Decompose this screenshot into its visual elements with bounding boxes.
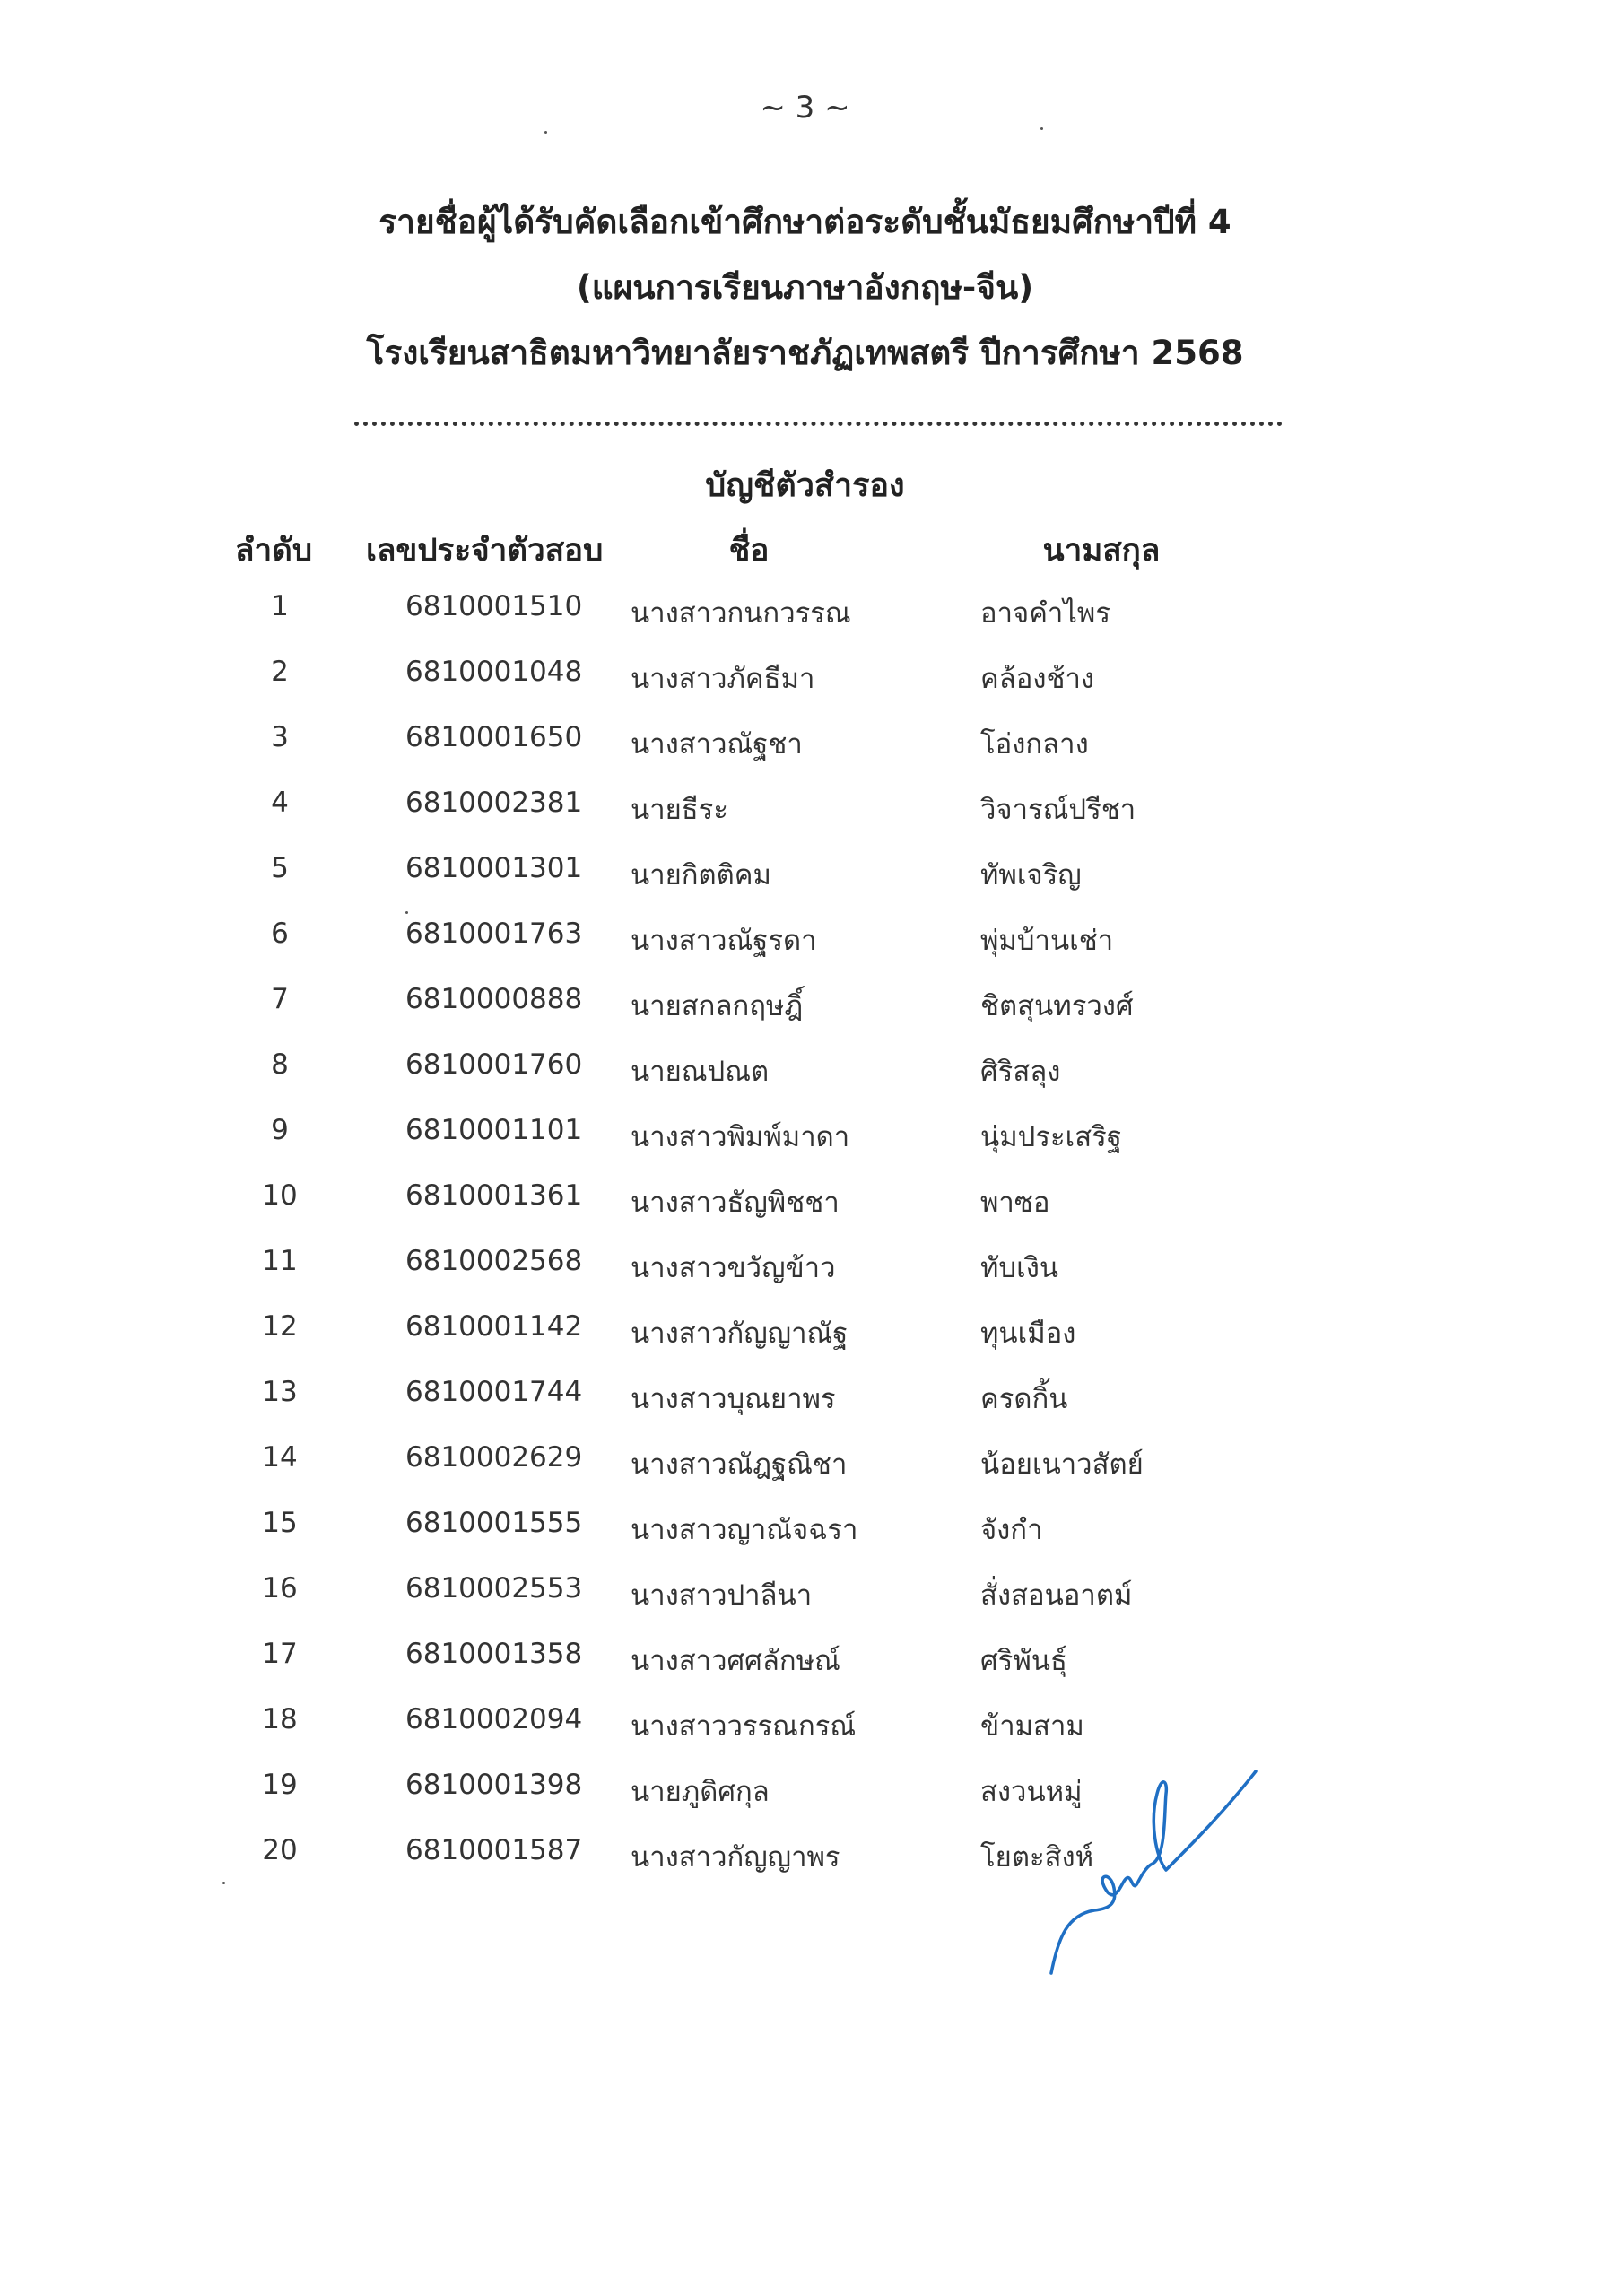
first-name: นายกิตติคม [631, 859, 771, 891]
last-name: ครดกิ้น [980, 1383, 1068, 1415]
document-title-line-3: โรงเรียนสาธิตมหาวิทยาลัยราชภัฏเทพสตรี ปีการศึกษา 2568 [366, 334, 1244, 372]
row-number: 1 [271, 590, 289, 622]
exam-id: 6810002568 [405, 1245, 583, 1277]
last-name: พุ่มบ้านเช่า [980, 925, 1114, 957]
list-title: บัญชีตัวสำรอง [705, 467, 905, 504]
column-header-last-name: นามสกุล [1042, 533, 1161, 569]
last-name: ศิริสลุง [980, 1056, 1061, 1088]
first-name: นายณปณต [631, 1056, 770, 1088]
document-title-line-2: (แผนการเรียนภาษาอังกฤษ-จีน) [576, 268, 1034, 307]
exam-id: 6810001048 [405, 656, 583, 688]
exam-id: 6810001361 [405, 1179, 583, 1212]
row-number: 12 [262, 1310, 298, 1343]
row-number: 17 [262, 1638, 298, 1670]
last-name: ทัพเจริญ [980, 859, 1082, 891]
signature [1031, 1758, 1265, 1982]
table-row [0, 721, 1610, 775]
row-number: 19 [262, 1769, 298, 1801]
first-name: นางสาวภัคธีมา [631, 663, 815, 695]
first-name: นางสาวณัฎฐณิชา [631, 1448, 848, 1481]
column-header-no: ลำดับ [235, 533, 313, 569]
row-number: 5 [271, 852, 289, 884]
column-header-first-name: ชื่อ [728, 533, 770, 569]
exam-id: 6810001301 [405, 852, 583, 884]
exam-id: 6810002629 [405, 1441, 583, 1474]
table-row [0, 1769, 1610, 1822]
table-row [0, 1376, 1610, 1430]
row-number: 14 [262, 1441, 298, 1474]
scan-speck [544, 131, 547, 134]
exam-id: 6810001142 [405, 1310, 583, 1343]
row-number: 2 [271, 656, 289, 688]
table-row [0, 1310, 1610, 1364]
table-row [0, 1703, 1610, 1757]
last-name: โอ่งกลาง [980, 728, 1089, 761]
row-number: 10 [262, 1179, 298, 1212]
table-row [0, 1834, 1610, 1888]
exam-id: 6810002094 [405, 1703, 583, 1735]
first-name: นางสาวณัฐชา [631, 728, 803, 761]
scan-speck [405, 911, 408, 914]
last-name: นุ่มประเสริฐ [980, 1121, 1122, 1153]
dotted-divider [354, 422, 1283, 426]
row-number: 15 [262, 1507, 298, 1539]
last-name: สั่งสอนอาตม์ [980, 1579, 1133, 1612]
last-name: ข้ามสาม [980, 1710, 1084, 1743]
scan-speck [222, 1882, 225, 1884]
exam-id: 6810001398 [405, 1769, 583, 1801]
first-name: นางสาวณัฐรดา [631, 925, 817, 957]
first-name: นางสาวขวัญข้าว [631, 1252, 836, 1284]
exam-id: 6810001510 [405, 590, 583, 622]
exam-id: 6810001587 [405, 1834, 583, 1866]
row-number: 7 [271, 983, 289, 1015]
first-name: นางสาวพิมพ์มาดา [631, 1121, 850, 1153]
table-row [0, 983, 1610, 1037]
table-row [0, 1638, 1610, 1692]
first-name: นางสาววรรณกรณ์ [631, 1710, 857, 1743]
column-header-exam-id: เลขประจำตัวสอบ [366, 533, 604, 569]
scan-speck [1040, 127, 1043, 130]
last-name: คล้องช้าง [980, 663, 1095, 695]
first-name: นางสาวธัญพิชชา [631, 1187, 840, 1219]
last-name: ทุนเมือง [980, 1318, 1076, 1350]
table-row [0, 787, 1610, 840]
table-row [0, 656, 1610, 709]
exam-id: 6810001358 [405, 1638, 583, 1670]
table-row [0, 1572, 1610, 1626]
exam-id: 6810001650 [405, 721, 583, 753]
row-number: 16 [262, 1572, 298, 1605]
first-name: นางสาวศศลักษณ์ [631, 1645, 840, 1677]
last-name: ชิตสุนทรวงศ์ [980, 990, 1134, 1022]
exam-id: 6810001763 [405, 918, 583, 950]
row-number: 3 [271, 721, 289, 753]
last-name: วิจารณ์ปรีชา [980, 794, 1136, 826]
last-name: น้อยเนาวสัตย์ [980, 1448, 1144, 1481]
row-number: 11 [262, 1245, 298, 1277]
exam-id: 6810001101 [405, 1114, 583, 1146]
last-name: ทับเงิน [980, 1252, 1059, 1284]
first-name: นางสาวกนกวรรณ [631, 597, 851, 630]
table-row [0, 918, 1610, 971]
last-name: โยตะสิงห์ [980, 1841, 1094, 1874]
row-number: 9 [271, 1114, 289, 1146]
row-number: 6 [271, 918, 289, 950]
table-row [0, 590, 1610, 644]
first-name: นายธีระ [631, 794, 728, 826]
last-name: สงวนหมู่ [980, 1776, 1083, 1808]
row-number: 18 [262, 1703, 298, 1735]
exam-id: 6810001744 [405, 1376, 583, 1408]
first-name: นางสาวกัญญาณัฐ [631, 1318, 849, 1350]
table-row [0, 1441, 1610, 1495]
table-row [0, 852, 1610, 906]
last-name: จังกำ [980, 1514, 1043, 1546]
first-name: นายสกลกฤษฎิ์ [631, 990, 804, 1022]
exam-id: 6810002553 [405, 1572, 583, 1605]
first-name: นางสาวปาลีนา [631, 1579, 813, 1612]
table-row [0, 1114, 1610, 1168]
exam-id: 6810000888 [405, 983, 583, 1015]
first-name: นางสาวบุณยาพร [631, 1383, 836, 1415]
first-name: นายภูดิศกุล [631, 1776, 770, 1808]
table-row [0, 1048, 1610, 1102]
first-name: นางสาวกัญญาพร [631, 1841, 840, 1874]
row-number: 13 [262, 1376, 298, 1408]
last-name: อาจคำไพร [980, 597, 1111, 630]
page-number: ~ 3 ~ [760, 90, 850, 126]
exam-id: 6810002381 [405, 787, 583, 819]
table-row [0, 1507, 1610, 1561]
row-number: 8 [271, 1048, 289, 1081]
row-number: 4 [271, 787, 289, 819]
table-row [0, 1179, 1610, 1233]
document-title-line-1: รายชื่อผู้ได้รับคัดเลือกเข้าศึกษาต่อระดับชั้นมัธยมศึกษาปีที่ 4 [379, 203, 1231, 241]
last-name: ศริพันธุ์ [980, 1645, 1067, 1677]
exam-id: 6810001555 [405, 1507, 583, 1539]
table-row [0, 1245, 1610, 1299]
last-name: พาซอ [980, 1187, 1050, 1219]
exam-id: 6810001760 [405, 1048, 583, 1081]
row-number: 20 [262, 1834, 298, 1866]
first-name: นางสาวญาณัจฉรา [631, 1514, 858, 1546]
